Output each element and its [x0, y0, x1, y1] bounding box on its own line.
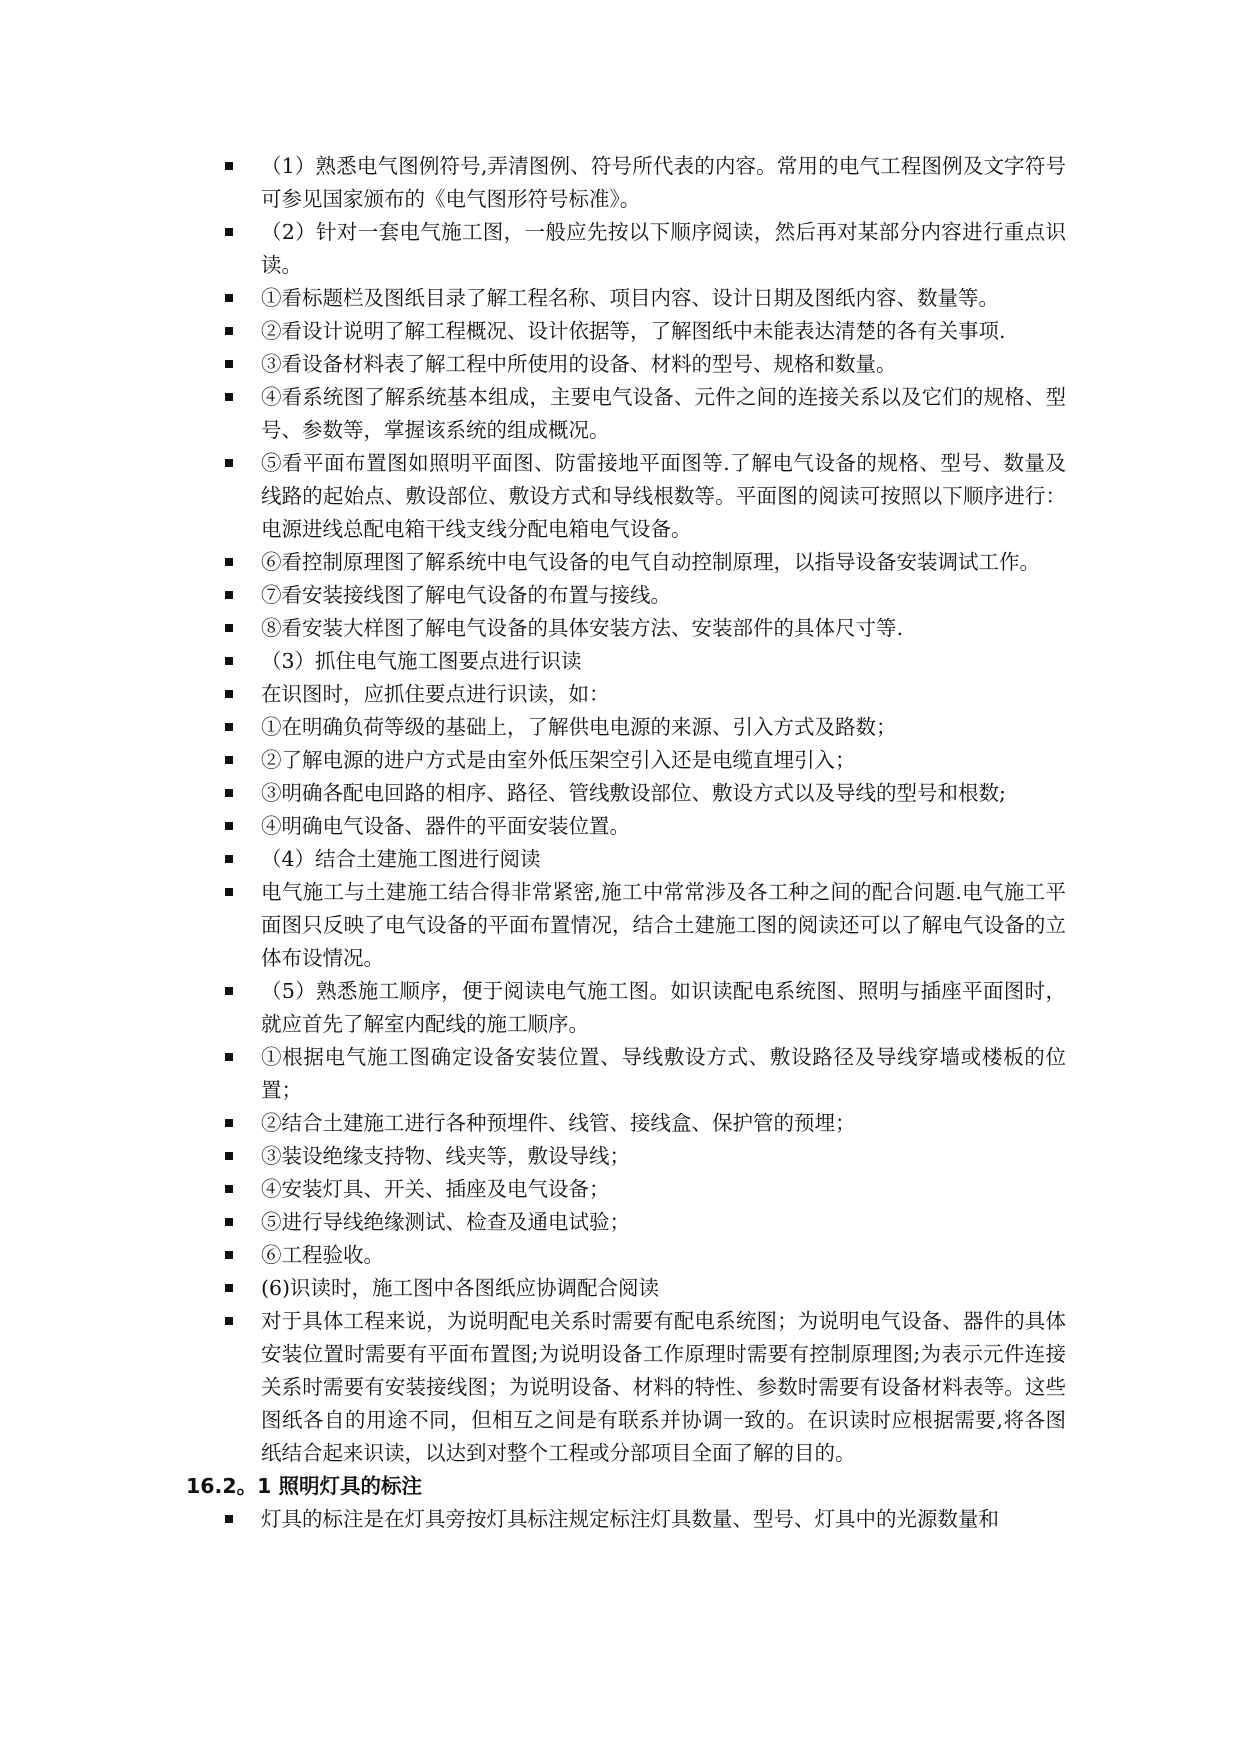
list-item: ⑥工程验收。: [186, 1239, 1066, 1272]
list-item: ④安装灯具、开关、插座及电气设备；: [186, 1173, 1066, 1206]
square-bullet-icon: [225, 1119, 233, 1127]
list-item: ④明确电气设备、器件的平面安装位置。: [186, 810, 1066, 843]
list-item: ③明确各配电回路的相序、路径、管线敷设部位、敷设方式以及导线的型号和根数;: [186, 777, 1066, 810]
list-item: (6)识读时，施工图中各图纸应协调配合阅读: [186, 1272, 1066, 1305]
square-bullet-icon: [225, 789, 233, 797]
square-bullet-icon: [225, 1515, 233, 1523]
document-content: [186, 150, 1066, 1536]
square-bullet-icon: [225, 657, 233, 665]
square-bullet-icon: [225, 756, 233, 764]
list-item: （4）结合土建施工图进行阅读: [186, 843, 1066, 876]
square-bullet-icon: [225, 987, 233, 995]
square-bullet-icon: [225, 558, 233, 566]
list-item: ⑤进行导线绝缘测试、检查及通电试验；: [186, 1206, 1066, 1239]
square-bullet-icon: [225, 1053, 233, 1061]
list-item: （3）抓住电气施工图要点进行识读: [186, 645, 1066, 678]
list-item: ③看设备材料表了解工程中所使用的设备、材料的型号、规格和数量。: [186, 348, 1066, 381]
square-bullet-icon: [225, 393, 233, 401]
square-bullet-icon: [225, 690, 233, 698]
square-bullet-icon: [225, 1284, 233, 1292]
list-item: ②看设计说明了解工程概况、设计依据等，了解图纸中未能表达清楚的各有关事项.: [186, 315, 1066, 348]
list-item: ①看标题栏及图纸目录了解工程名称、项目内容、设计日期及图纸内容、数量等。: [186, 282, 1066, 315]
list-item: 电气施工与土建施工结合得非常紧密,施工中常常涉及各工种之间的配合问题.电气施工平面图只反映了电气设备的平面布置情况，结合土建施工图的阅读还可以了解电气设备的立体布设情况。: [186, 876, 1066, 975]
square-bullet-icon: [225, 888, 233, 896]
square-bullet-icon: [225, 855, 233, 863]
list-item: ①在明确负荷等级的基础上，了解供电电源的来源、引入方式及路数；: [186, 711, 1066, 744]
list-item: ④看系统图了解系统基本组成，主要电气设备、元件之间的连接关系以及它们的规格、型号、参数等，掌握该系统的组成概况。: [186, 381, 1066, 447]
square-bullet-icon: [225, 162, 233, 170]
square-bullet-icon: [225, 1317, 233, 1325]
square-bullet-icon: [225, 1152, 233, 1160]
square-bullet-icon: [225, 1251, 233, 1259]
list-item: 对于具体工程来说，为说明配电关系时需要有配电系统图；为说明电气设备、器件的具体安装位置时需要有平面布置图;为说明设备工作原理时需要有控制原理图;为表示元件连接关系时需要有安装接线图；为说明设备、材料的特性、参数时需要有设备材料表等。这些图纸各自的用途不同，但相互之间是有联系并协调一致的。在识读时应根据需要,将各图纸结合起来识读，以达到对整个工程或分部项目全面了解的目的。: [186, 1305, 1066, 1470]
list-item: （5）熟悉施工顺序，便于阅读电气施工图。如识读配电系统图、照明与插座平面图时，就应首先了解室内配线的施工顺序。: [186, 975, 1066, 1041]
list-item: 在识图时，应抓住要点进行识读，如：: [186, 678, 1066, 711]
list-item: （1）熟悉电气图例符号,弄清图例、符号所代表的内容。常用的电气工程图例及文字符号可参见国家颁布的《电气图形符号标准》。: [186, 150, 1066, 216]
list-item: （2）针对一套电气施工图，一般应先按以下顺序阅读，然后再对某部分内容进行重点识读。: [186, 216, 1066, 282]
list-item: ⑧看安装大样图了解电气设备的具体安装方法、安装部件的具体尺寸等.: [186, 612, 1066, 645]
list-item: ①根据电气施工图确定设备安装位置、导线敷设方式、敷设路径及导线穿墙或楼板的位置；: [186, 1041, 1066, 1107]
square-bullet-icon: [225, 1185, 233, 1193]
square-bullet-icon: [225, 1218, 233, 1226]
square-bullet-icon: [225, 294, 233, 302]
square-bullet-icon: [225, 822, 233, 830]
section-heading: 16.2。1 照明灯具的标注: [186, 1474, 422, 1498]
list-item: ②了解电源的进户方式是由室外低压架空引入还是电缆直埋引入；: [186, 744, 1066, 777]
list-item: ③装设绝缘支持物、线夹等，敷设导线；: [186, 1140, 1066, 1173]
list-item: ⑦看安装接线图了解电气设备的布置与接线。: [186, 579, 1066, 612]
square-bullet-icon: [225, 327, 233, 335]
square-bullet-icon: [225, 360, 233, 368]
list-item: ②结合土建施工进行各种预埋件、线管、接线盒、保护管的预埋；: [186, 1107, 1066, 1140]
list-item: ⑥看控制原理图了解系统中电气设备的电气自动控制原理，以指导设备安装调试工作。: [186, 546, 1066, 579]
square-bullet-icon: [225, 228, 233, 236]
list-item: ⑤看平面布置图如照明平面图、防雷接地平面图等.了解电气设备的规格、型号、数量及线路的起始点、敷设部位、敷设方式和导线根数等。平面图的阅读可按照以下顺序进行：电源进线总配电箱干线支线分配电箱电气设备。: [186, 447, 1066, 546]
square-bullet-icon: [225, 459, 233, 467]
square-bullet-icon: [225, 591, 233, 599]
list-item: 灯具的标注是在灯具旁按灯具标注规定标注灯具数量、型号、灯具中的光源数量和: [186, 1503, 1066, 1536]
square-bullet-icon: [225, 624, 233, 632]
square-bullet-icon: [225, 723, 233, 731]
